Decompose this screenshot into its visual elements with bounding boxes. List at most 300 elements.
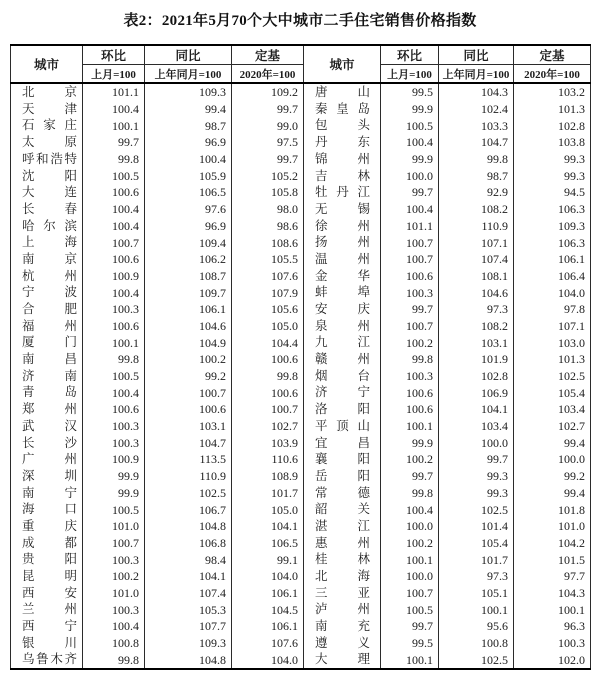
base-value: 100.3 [514, 635, 591, 652]
city-name-text: 韶关 [315, 502, 370, 517]
yoy-value: 99.2 [145, 368, 232, 385]
city-name-text: 兰州 [22, 602, 77, 617]
city-name-text: 乌鲁木齐 [22, 652, 77, 667]
yoy-value: 105.3 [145, 601, 232, 618]
base-value: 107.9 [232, 284, 304, 301]
mom-value: 99.9 [83, 485, 145, 502]
city-name-text: 大连 [22, 185, 77, 200]
yoy-value: 104.8 [145, 651, 232, 669]
city-name [11, 518, 83, 535]
yoy-value: 100.6 [145, 401, 232, 418]
yoy-value: 99.4 [145, 101, 232, 118]
base-value: 99.2 [514, 468, 591, 485]
table-row [11, 318, 591, 335]
base-value: 100.6 [232, 351, 304, 368]
yoy-value: 100.7 [145, 384, 232, 401]
base-value: 109.2 [232, 83, 304, 101]
base-value: 99.3 [514, 167, 591, 184]
city-name [304, 618, 381, 635]
city-name [304, 284, 381, 301]
table-row [11, 134, 591, 151]
subheader-base-left: 2020年=100 [232, 65, 304, 84]
mom-value: 99.9 [381, 151, 439, 168]
city-name-text: 海口 [22, 502, 77, 517]
mom-value: 100.6 [83, 318, 145, 335]
city-name [11, 434, 83, 451]
city-name-text: 金华 [315, 268, 370, 283]
city-name [11, 167, 83, 184]
yoy-value: 96.9 [145, 134, 232, 151]
mom-value: 100.6 [381, 384, 439, 401]
city-name [11, 368, 83, 385]
mom-value: 100.4 [83, 101, 145, 118]
base-value: 101.5 [514, 551, 591, 568]
header-mom-right: 环比 [381, 45, 439, 65]
city-name [11, 351, 83, 368]
base-value: 105.0 [232, 318, 304, 335]
yoy-value: 104.6 [439, 284, 514, 301]
table-row [11, 434, 591, 451]
city-name-text: 包头 [315, 118, 370, 133]
table-row [11, 401, 591, 418]
yoy-value: 96.9 [145, 218, 232, 235]
city-name-text: 秦皇岛 [315, 101, 370, 116]
yoy-value: 104.7 [145, 434, 232, 451]
table-row [11, 83, 591, 101]
city-name [11, 101, 83, 118]
city-name [304, 518, 381, 535]
yoy-value: 97.6 [145, 201, 232, 218]
mom-value: 100.3 [83, 601, 145, 618]
yoy-value: 104.3 [439, 83, 514, 101]
yoy-value: 98.7 [145, 117, 232, 134]
yoy-value: 109.3 [145, 83, 232, 101]
city-name [11, 334, 83, 351]
city-name-text: 宜昌 [315, 435, 370, 450]
mom-value: 99.7 [381, 618, 439, 635]
base-value: 104.3 [514, 585, 591, 602]
table-row [11, 468, 591, 485]
city-name [11, 635, 83, 652]
base-value: 108.6 [232, 234, 304, 251]
base-value: 98.6 [232, 218, 304, 235]
mom-value: 100.5 [381, 117, 439, 134]
city-name [11, 134, 83, 151]
table-row [11, 451, 591, 468]
city-name-text: 重庆 [22, 518, 77, 533]
city-name-text: 西宁 [22, 619, 77, 634]
base-value: 101.7 [232, 485, 304, 502]
city-name [11, 451, 83, 468]
city-name [304, 101, 381, 118]
city-name-text: 赣州 [315, 352, 370, 367]
mom-value: 99.7 [381, 184, 439, 201]
mom-value: 99.5 [381, 635, 439, 652]
base-value: 107.6 [232, 268, 304, 285]
yoy-value: 105.1 [439, 585, 514, 602]
city-name [304, 334, 381, 351]
city-name-text: 厦门 [22, 335, 77, 350]
base-value: 99.7 [232, 151, 304, 168]
base-value: 104.0 [514, 284, 591, 301]
base-value: 99.8 [232, 368, 304, 385]
city-name-text: 烟台 [315, 368, 370, 383]
city-name [11, 117, 83, 134]
city-name-text: 九江 [315, 335, 370, 350]
mom-value: 100.9 [83, 268, 145, 285]
city-name-text: 泸州 [315, 602, 370, 617]
mom-value: 100.3 [83, 418, 145, 435]
table-row [11, 251, 591, 268]
table-row [11, 151, 591, 168]
city-name [304, 268, 381, 285]
mom-value: 100.0 [381, 167, 439, 184]
yoy-value: 108.2 [439, 201, 514, 218]
table-row [11, 551, 591, 568]
yoy-value: 102.5 [145, 485, 232, 502]
yoy-value: 100.1 [439, 601, 514, 618]
base-value: 106.1 [514, 251, 591, 268]
city-name-text: 遵义 [315, 635, 370, 650]
yoy-value: 103.1 [145, 418, 232, 435]
city-name-text: 吉林 [315, 168, 370, 183]
city-name-text: 平顶山 [315, 418, 370, 433]
city-name [304, 201, 381, 218]
table-row [11, 618, 591, 635]
header-yoy-left: 同比 [145, 45, 232, 65]
yoy-value: 105.4 [439, 535, 514, 552]
yoy-value: 100.2 [145, 351, 232, 368]
base-value: 106.1 [232, 618, 304, 635]
city-name-text: 合肥 [22, 302, 77, 317]
city-name [304, 151, 381, 168]
yoy-value: 100.0 [439, 434, 514, 451]
city-name [11, 585, 83, 602]
mom-value: 100.6 [381, 401, 439, 418]
city-name-text: 成都 [22, 535, 77, 550]
city-name [304, 434, 381, 451]
yoy-value: 106.1 [145, 301, 232, 318]
yoy-value: 103.3 [439, 117, 514, 134]
mom-value: 100.0 [381, 568, 439, 585]
mom-value: 99.8 [381, 485, 439, 502]
yoy-value: 106.8 [145, 535, 232, 552]
base-value: 97.7 [514, 568, 591, 585]
table-row [11, 167, 591, 184]
mom-value: 100.7 [83, 535, 145, 552]
city-name [11, 184, 83, 201]
city-name-text: 桂林 [315, 552, 370, 567]
city-name [11, 151, 83, 168]
mom-value: 100.4 [83, 201, 145, 218]
city-name [11, 83, 83, 101]
mom-value: 99.9 [83, 468, 145, 485]
base-value: 96.3 [514, 618, 591, 635]
city-name [11, 268, 83, 285]
base-value: 105.4 [514, 384, 591, 401]
base-value: 108.9 [232, 468, 304, 485]
mom-value: 100.4 [381, 201, 439, 218]
mom-value: 100.3 [83, 551, 145, 568]
city-name-text: 长春 [22, 201, 77, 216]
city-name-text: 太原 [22, 135, 77, 150]
mom-value: 100.2 [83, 568, 145, 585]
mom-value: 100.3 [381, 284, 439, 301]
city-name [11, 568, 83, 585]
base-value: 102.7 [232, 418, 304, 435]
city-name-text: 湛江 [315, 518, 370, 533]
table-header [11, 45, 591, 83]
base-value: 104.0 [232, 568, 304, 585]
base-value: 106.4 [514, 268, 591, 285]
mom-value: 100.2 [381, 451, 439, 468]
table-body [11, 83, 591, 669]
table-row [11, 485, 591, 502]
city-name [304, 218, 381, 235]
city-name-text: 呼和浩特 [22, 151, 77, 166]
city-name-text: 蚌埠 [315, 285, 370, 300]
table-row [11, 334, 591, 351]
mom-value: 100.4 [381, 501, 439, 518]
city-name [304, 184, 381, 201]
mom-value: 100.7 [83, 234, 145, 251]
yoy-value: 104.9 [145, 334, 232, 351]
city-name [304, 134, 381, 151]
mom-value: 100.5 [381, 601, 439, 618]
base-value: 106.1 [232, 585, 304, 602]
city-name [304, 384, 381, 401]
table-row [11, 201, 591, 218]
mom-value: 100.3 [83, 434, 145, 451]
base-value: 97.5 [232, 134, 304, 151]
mom-value: 100.4 [83, 218, 145, 235]
city-name [304, 234, 381, 251]
city-name-text: 杭州 [22, 268, 77, 283]
base-value: 102.5 [514, 368, 591, 385]
base-value: 99.1 [232, 551, 304, 568]
city-name-text: 泉州 [315, 318, 370, 333]
base-value: 100.0 [514, 451, 591, 468]
mom-value: 100.1 [381, 418, 439, 435]
city-name-text: 襄阳 [315, 452, 370, 467]
city-name [304, 401, 381, 418]
table-row [11, 351, 591, 368]
mom-value: 99.7 [381, 301, 439, 318]
mom-value: 100.1 [83, 334, 145, 351]
table-row [11, 501, 591, 518]
header-base-left: 定基 [232, 45, 304, 65]
city-name [304, 117, 381, 134]
city-name-text: 南充 [315, 619, 370, 634]
yoy-value: 99.8 [439, 151, 514, 168]
yoy-value: 104.6 [145, 318, 232, 335]
city-name-text: 宁波 [22, 285, 77, 300]
city-name [11, 234, 83, 251]
city-name [11, 551, 83, 568]
mom-value: 100.7 [381, 251, 439, 268]
price-index-table [10, 44, 591, 670]
city-name-text: 济南 [22, 368, 77, 383]
mom-value: 100.3 [381, 368, 439, 385]
table-row [11, 535, 591, 552]
city-name-text: 南京 [22, 251, 77, 266]
city-name-text: 南昌 [22, 352, 77, 367]
mom-value: 100.5 [83, 368, 145, 385]
table-row [11, 101, 591, 118]
base-value: 99.0 [232, 117, 304, 134]
yoy-value: 99.7 [439, 451, 514, 468]
header-city-left: 城市 [11, 45, 83, 83]
yoy-value: 107.4 [439, 251, 514, 268]
mom-value: 100.4 [83, 384, 145, 401]
yoy-value: 105.9 [145, 167, 232, 184]
base-value: 103.0 [514, 334, 591, 351]
city-name-text: 安庆 [315, 302, 370, 317]
city-name-text: 徐州 [315, 218, 370, 233]
city-name-text: 郑州 [22, 402, 77, 417]
city-name [304, 451, 381, 468]
yoy-value: 100.4 [145, 151, 232, 168]
city-name-text: 深圳 [22, 468, 77, 483]
city-name-text: 沈阳 [22, 168, 77, 183]
city-name-text: 石家庄 [22, 118, 77, 133]
base-value: 105.8 [232, 184, 304, 201]
yoy-value: 99.3 [439, 485, 514, 502]
table-row [11, 284, 591, 301]
yoy-value: 109.4 [145, 234, 232, 251]
city-name [304, 651, 381, 669]
city-name-text: 北海 [315, 569, 370, 584]
yoy-value: 95.6 [439, 618, 514, 635]
city-name [304, 468, 381, 485]
mom-value: 99.7 [381, 468, 439, 485]
base-value: 103.9 [232, 434, 304, 451]
mom-value: 101.0 [83, 518, 145, 535]
yoy-value: 101.9 [439, 351, 514, 368]
yoy-value: 101.7 [439, 551, 514, 568]
subheader-yoy-right: 上年同月=100 [439, 65, 514, 84]
city-name [304, 318, 381, 335]
city-name-text: 常德 [315, 485, 370, 500]
yoy-value: 108.2 [439, 318, 514, 335]
mom-value: 100.4 [83, 284, 145, 301]
city-name [304, 167, 381, 184]
city-name [11, 301, 83, 318]
table-row [11, 518, 591, 535]
mom-value: 100.9 [83, 451, 145, 468]
city-name [304, 301, 381, 318]
yoy-value: 109.7 [145, 284, 232, 301]
city-name-text: 西安 [22, 585, 77, 600]
mom-value: 99.8 [83, 651, 145, 669]
city-name-text: 昆明 [22, 569, 77, 584]
yoy-value: 92.9 [439, 184, 514, 201]
mom-value: 101.1 [83, 83, 145, 101]
yoy-value: 102.8 [439, 368, 514, 385]
city-name [304, 418, 381, 435]
yoy-value: 107.4 [145, 585, 232, 602]
mom-value: 100.8 [83, 635, 145, 652]
yoy-value: 108.1 [439, 268, 514, 285]
base-value: 101.3 [514, 351, 591, 368]
base-value: 106.3 [514, 234, 591, 251]
mom-value: 100.1 [83, 117, 145, 134]
city-name-text: 锦州 [315, 151, 370, 166]
table-title: 表2：2021年5月70个大中城市二手住宅销售价格指数 [123, 13, 477, 29]
city-name [11, 201, 83, 218]
city-name [11, 318, 83, 335]
yoy-value: 106.9 [439, 384, 514, 401]
city-name [11, 618, 83, 635]
mom-value: 100.7 [381, 318, 439, 335]
yoy-value: 110.9 [145, 468, 232, 485]
mom-value: 100.7 [381, 585, 439, 602]
mom-value: 100.6 [381, 268, 439, 285]
base-value: 107.6 [232, 635, 304, 652]
mom-value: 100.0 [381, 518, 439, 535]
base-value: 101.8 [514, 501, 591, 518]
city-name [304, 485, 381, 502]
mom-value: 100.4 [381, 134, 439, 151]
mom-value: 99.7 [83, 134, 145, 151]
yoy-value: 102.4 [439, 101, 514, 118]
base-value: 107.1 [514, 318, 591, 335]
city-name-text: 银川 [22, 635, 77, 650]
base-value: 105.6 [232, 301, 304, 318]
city-name-text: 上海 [22, 235, 77, 250]
yoy-value: 101.4 [439, 518, 514, 535]
yoy-value: 102.5 [439, 651, 514, 669]
base-value: 104.4 [232, 334, 304, 351]
city-name-text: 济宁 [315, 385, 370, 400]
city-name [304, 351, 381, 368]
city-name-text: 长沙 [22, 435, 77, 450]
subheader-base-right: 2020年=100 [514, 65, 591, 84]
city-name-text: 天津 [22, 101, 77, 116]
yoy-value: 103.1 [439, 334, 514, 351]
table-row [11, 568, 591, 585]
header-mom-left: 环比 [83, 45, 145, 65]
base-value: 104.2 [514, 535, 591, 552]
base-value: 103.4 [514, 401, 591, 418]
base-value: 100.7 [232, 401, 304, 418]
mom-value: 100.7 [381, 234, 439, 251]
mom-value: 100.2 [381, 334, 439, 351]
city-name-text: 岳阳 [315, 468, 370, 483]
yoy-value: 99.3 [439, 468, 514, 485]
yoy-value: 113.5 [145, 451, 232, 468]
mom-value: 100.5 [83, 167, 145, 184]
yoy-value: 106.7 [145, 501, 232, 518]
subheader-mom-left: 上月=100 [83, 65, 145, 84]
base-value: 100.6 [232, 384, 304, 401]
city-name-text: 丹东 [315, 135, 370, 150]
base-value: 101.0 [514, 518, 591, 535]
mom-value: 99.9 [381, 434, 439, 451]
yoy-value: 104.8 [145, 518, 232, 535]
table-row [11, 268, 591, 285]
base-value: 99.3 [514, 151, 591, 168]
yoy-value: 104.7 [439, 134, 514, 151]
base-value: 106.3 [514, 201, 591, 218]
base-value: 104.1 [232, 518, 304, 535]
base-value: 106.5 [232, 535, 304, 552]
city-name-text: 大理 [315, 652, 370, 667]
base-value: 102.0 [514, 651, 591, 669]
city-name [11, 601, 83, 618]
yoy-value: 102.5 [439, 501, 514, 518]
mom-value: 99.8 [83, 351, 145, 368]
